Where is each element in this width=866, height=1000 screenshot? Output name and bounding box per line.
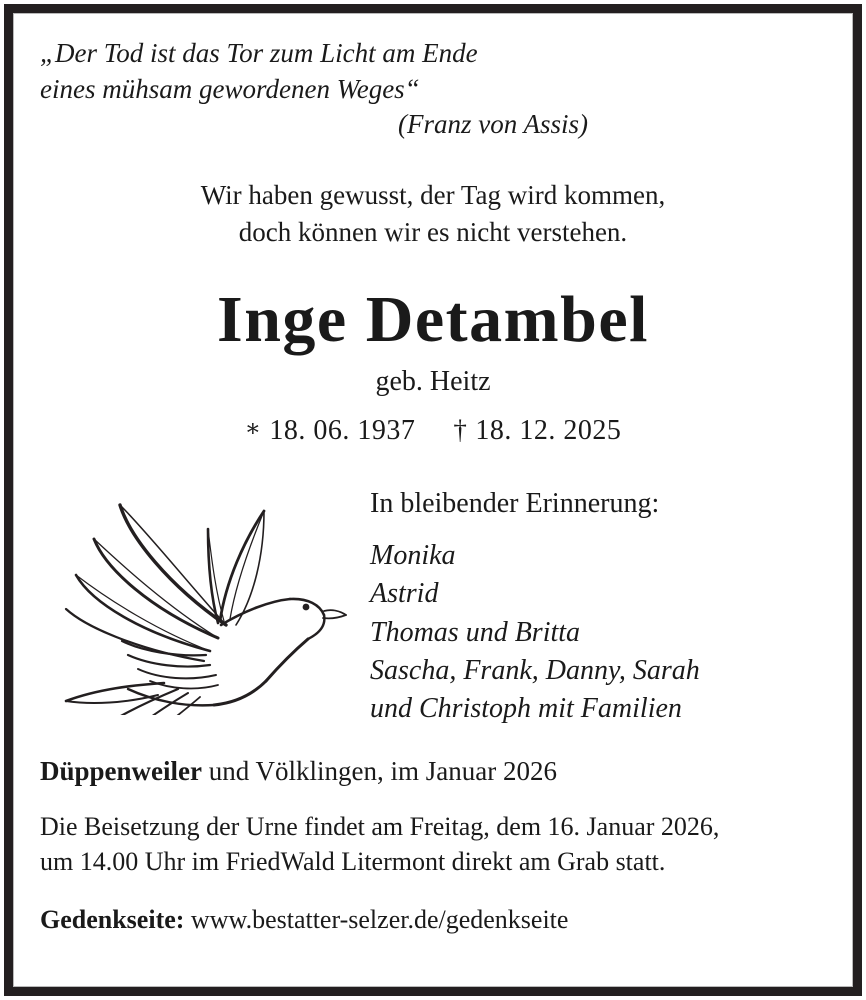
memorial-page-url[interactable]: www.bestatter-selzer.de/gedenkseite	[184, 904, 569, 934]
death-date-item	[453, 415, 621, 447]
verse-line-2: doch können wir es nicht verstehen.	[238, 217, 628, 248]
verse-line-1: Wir haben gewusst, der Tag wird kommen,	[200, 179, 666, 210]
memorial-page-line	[40, 904, 826, 937]
obituary-frame	[4, 4, 862, 996]
dove-illustration-column	[40, 465, 370, 715]
quote-line-2: eines mühsam gewordenen Weges“	[40, 73, 420, 104]
service-details	[40, 810, 826, 879]
flying-dove-icon	[58, 475, 348, 715]
quote-line-1: „Der Tod ist das Tor zum Licht am Ende	[40, 38, 478, 68]
remembrance-column	[370, 465, 826, 728]
mourner-line: Astrid	[370, 578, 439, 610]
memorial-page-label: Gedenkseite:	[40, 904, 185, 934]
life-dates	[40, 414, 826, 447]
service-line-1: Die Beisetzung der Urne findet am Freitag, dem 16. Januar 2026,	[40, 812, 720, 842]
mourner-line: Sascha, Frank, Danny, Sarah	[370, 654, 700, 686]
service-line-2: um 14.00 Uhr im FriedWald Litermont direkt am Grab statt.	[40, 846, 666, 876]
cross-death-icon: †	[453, 415, 468, 446]
mourner-line: Monika	[370, 539, 456, 571]
mourner-line: Thomas und Britta	[370, 616, 581, 648]
deceased-maiden-name: geb. Heitz	[375, 365, 491, 397]
deceased-name: Inge Detambel	[217, 283, 649, 357]
mourner-line: und Christoph mit Familien	[370, 693, 682, 725]
place-date-rest: und Völklingen, im Januar 2026	[202, 755, 557, 786]
place-and-date-line	[40, 755, 826, 789]
birth-date-item	[245, 414, 416, 447]
illustration-and-remembrance	[40, 465, 826, 728]
obituary-inner-border	[13, 13, 853, 987]
remembrance-title: In bleibender Erinnerung:	[370, 488, 660, 520]
place-name: Düppenweiler	[40, 755, 202, 786]
obituary-content	[14, 14, 852, 986]
quote-block	[40, 36, 826, 107]
birth-date: 18. 06. 1937	[269, 415, 416, 447]
quote-attribution: (Franz von Assis)	[397, 109, 588, 140]
asterisk-birth-icon: ∗	[244, 416, 262, 443]
death-date: 18. 12. 2025	[475, 415, 622, 447]
verse-block	[40, 177, 826, 252]
